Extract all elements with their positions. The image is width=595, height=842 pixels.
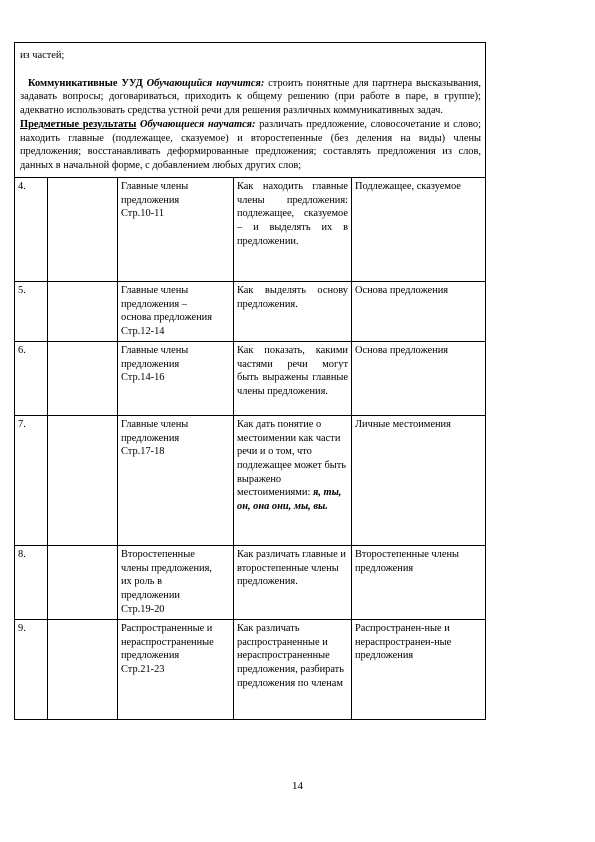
lesson-term: Подлежащее, сказуемое bbox=[352, 177, 486, 281]
lesson-number: 4. bbox=[15, 177, 48, 281]
lesson-plan-table bbox=[14, 42, 486, 720]
table-row bbox=[15, 545, 486, 619]
subject-text: различать предложение, словосочетание и слово; находить главные (подлежащее, сказуемое) и второстепенные (без деления на виды) члены предложения; восстанавливать деформированные предложения; составлять предложения из слов, данных в начальной форме, с добавлением любых других слов; bbox=[20, 118, 481, 172]
lesson-term: Личные местоимения bbox=[352, 415, 486, 545]
lesson-term: Распространен-ные и нераспространен-ные предложения bbox=[352, 619, 486, 719]
subject-italic: Обучающиеся научатся: bbox=[139, 118, 256, 130]
blank-cell bbox=[48, 281, 118, 341]
intro-fragment: из частей; bbox=[20, 50, 65, 61]
lesson-topic: Главные члены предложения – основа предложения Стр.12-14 bbox=[118, 281, 234, 341]
table-row bbox=[15, 281, 486, 341]
subject-outcomes bbox=[20, 118, 481, 173]
lesson-term: Основа предложения bbox=[352, 341, 486, 415]
lesson-topic: Главные члены предложения Стр.14-16 bbox=[118, 341, 234, 415]
learning-outcomes-cell bbox=[15, 43, 486, 178]
blank-cell bbox=[48, 545, 118, 619]
table-row bbox=[15, 415, 486, 545]
communicative-italic: Обучающийся научится: bbox=[146, 77, 265, 89]
lesson-term: Второстепенные члены предложения bbox=[352, 545, 486, 619]
lesson-topic: Главные члены предложения Стр.10-11 bbox=[118, 177, 234, 281]
communicative-outcomes bbox=[20, 77, 481, 118]
table-row bbox=[15, 177, 486, 281]
lesson-topic: Главные члены предложения Стр.17-18 bbox=[118, 415, 234, 545]
blank-cell bbox=[48, 177, 118, 281]
blank-cell bbox=[48, 341, 118, 415]
lesson-question: Как показать, какими частями речи могут быть выражены главные члены предложения. bbox=[234, 341, 352, 415]
lesson-number: 5. bbox=[15, 281, 48, 341]
communicative-text: строить понятные для партнера высказывания, задавать вопросы; договариваться, приходить к общему решению (при работе в паре, в группе); адекватно использовать средства устной речи для решения различных коммуникативных задач. bbox=[20, 77, 481, 117]
lesson-topic: Второстепенные члены предложения, их роль в предложении Стр.19-20 bbox=[118, 545, 234, 619]
lesson-number: 7. bbox=[15, 415, 48, 545]
lesson-number: 6. bbox=[15, 341, 48, 415]
lesson-term: Основа предложения bbox=[352, 281, 486, 341]
table-row bbox=[15, 341, 486, 415]
table-row bbox=[15, 619, 486, 719]
pronoun-examples: я, ты, он, она они, мы, вы. bbox=[237, 487, 342, 513]
blank-cell bbox=[48, 415, 118, 545]
lesson-question: Как находить главные члены предложения: подлежащее, сказуемое – и выделять их в предложении. bbox=[234, 177, 352, 281]
lesson-topic: Распространенные и нераспространенные предложения Стр.21-23 bbox=[118, 619, 234, 719]
page-number: 14 bbox=[292, 780, 303, 792]
lesson-question: Как различать распространенные и нераспространенные предложения, разбирать предложения по членам bbox=[234, 619, 352, 719]
lesson-number: 9. bbox=[15, 619, 48, 719]
learning-outcomes-row bbox=[15, 43, 486, 178]
lesson-question: Как различать главные и второстепенные члены предложения. bbox=[234, 545, 352, 619]
subject-label: Предметные результаты bbox=[20, 118, 137, 130]
lesson-question: Как дать понятие о местоимении как части речи и о том, что подлежащее может быть выражено местоимениями: я, ты, он, она они, мы, вы. bbox=[234, 415, 352, 545]
blank-cell bbox=[48, 619, 118, 719]
lesson-number: 8. bbox=[15, 545, 48, 619]
communicative-label: Коммуникативные УУД bbox=[28, 77, 143, 89]
lesson-question: Как выделять основу предложения. bbox=[234, 281, 352, 341]
